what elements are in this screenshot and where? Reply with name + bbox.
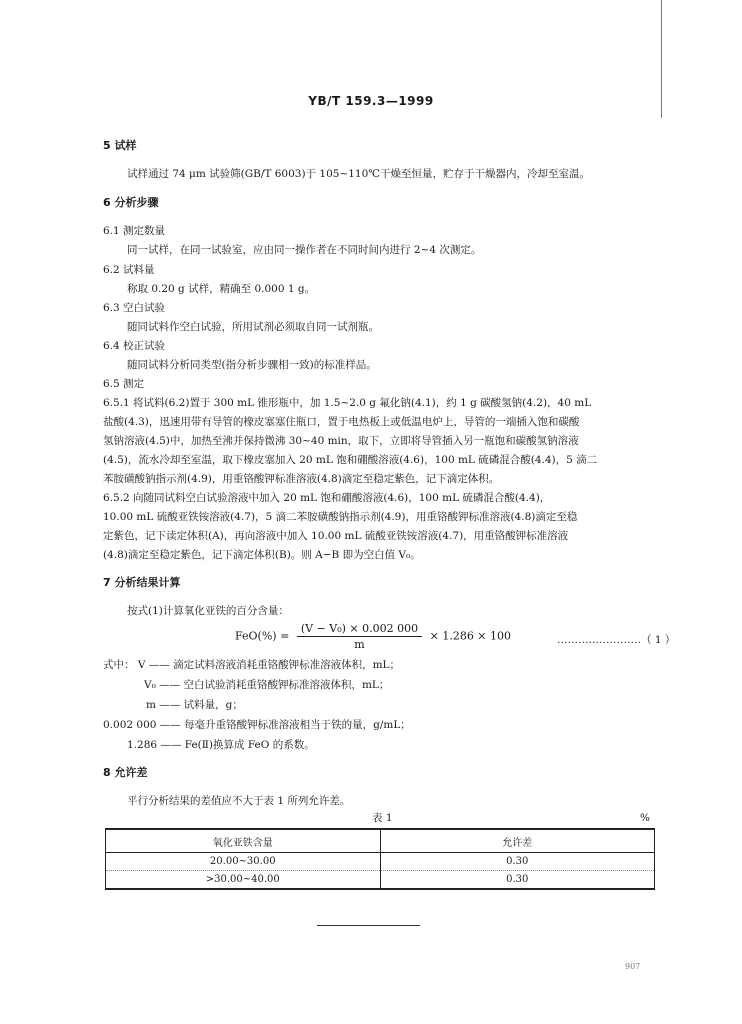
- subsection-heading: 6.5 测定: [103, 378, 145, 390]
- body-line: (4.5)，流水冷却至室温，取下橡皮塞加入 20 mL 饱和硼酸溶液(4.6)，100 mL 硫磷混合酸(4.4)，5 滴二: [103, 454, 598, 466]
- table-caption: 表 1: [372, 812, 393, 824]
- symbol-definition: 1.286 —— Fe(Ⅱ)换算成 FeO 的系数。: [127, 739, 315, 751]
- table-cell: 0.30: [380, 853, 655, 871]
- column-header: 氧化亚铁含量: [106, 829, 381, 853]
- body-line: 定紫色，记下读定体积(A)，再向溶液中加入 10.00 mL 硫酸亚铁铵溶液(4.7)，用重铬酸钾标准溶液: [103, 530, 569, 542]
- formula-lhs: FeO(%) =: [235, 629, 290, 643]
- formula-rhs: × 1.286 × 100: [429, 629, 512, 643]
- body-line: 苯胺磺酸钠指示剂(4.9)，用重铬酸钾标准溶液(4.8)滴定至稳定紫色，记下滴定体积。: [103, 473, 500, 485]
- body-line: 盐酸(4.3)，迅速用带有导管的橡皮塞塞住瓶口，置于电热板上或低温电炉上，导管的一端插入饱和碳酸: [103, 416, 580, 428]
- body-line: 6.5.2 向随同试料空白试验溶液中加入 20 mL 饱和硼酸溶液(4.6)，100 mL 硫磷混合酸(4.4)，: [103, 492, 551, 504]
- body-line: 氢钠溶液(4.5)中，加热至沸并保持微沸 30~40 min，取下，立即将导管插入另一瓶饱和碳酸氢钠溶液: [103, 435, 579, 447]
- section-heading: 5 试样: [103, 139, 137, 152]
- table-cell: 0.30: [380, 871, 655, 890]
- body-line: 按式(1)计算氧化亚铁的百分含量：: [127, 605, 289, 617]
- table-unit: %: [640, 812, 650, 824]
- allowable-difference-table: [105, 828, 655, 890]
- page-header: YB/T 159.3—1999: [308, 94, 434, 108]
- page-number: 907: [625, 962, 641, 971]
- body-line: 6.5.1 将试料(6.2)置于 300 mL 锥形瓶中，加 1.5~2.0 g 氟化钠(4.1)，约 1 g 碳酸氢钠(4.2)，40 mL: [103, 397, 592, 409]
- column-header: 允许差: [380, 829, 655, 853]
- subsection-heading: 6.4 校正试验: [103, 340, 166, 352]
- table-header-row: [106, 829, 655, 853]
- symbol-definition: m —— 试料量，g；: [146, 699, 243, 711]
- formula-denominator: m: [354, 638, 365, 651]
- symbol-definition: 式中： V —— 滴定试料溶液消耗重铬酸钾标准溶液体积，mL；: [103, 659, 401, 671]
- body-line: 称取 0.20 g 试样，精确至 0.000 1 g。: [127, 283, 316, 295]
- table-cell: 20.00~30.00: [106, 853, 381, 871]
- section-heading: 8 允许差: [103, 766, 148, 779]
- table-row: [106, 871, 655, 890]
- body-line: 随同试料作空白试验，所用试剂必须取自同一试剂瓶。: [127, 321, 379, 333]
- table-cell: >30.00~40.00: [106, 871, 381, 890]
- subsection-heading: 6.3 空白试验: [103, 302, 166, 314]
- body-line: 平行分析结果的差值应不大于表 1 所列允许差。: [127, 795, 351, 807]
- end-rule: [317, 925, 420, 926]
- table-row: [106, 853, 655, 871]
- body-line: (4.8)滴定至稳定紫色，记下滴定体积(B)。则 A−B 即为空白值 V₀。: [103, 549, 421, 561]
- equation-number: ……………………（ 1 ）: [557, 634, 676, 646]
- symbol-definition: 0.002 000 —— 每毫升重铬酸钾标准溶液相当于铁的量，g/mL；: [103, 719, 411, 731]
- feo-formula: [235, 622, 511, 651]
- formula-fraction: [297, 622, 422, 651]
- body-line: 试样通过 74 μm 试验筛(GB/T 6003)于 105~110℃干燥至恒量，贮存于干燥器内，冷却至室温。: [127, 168, 591, 180]
- body-line: 随同试料分析同类型(指分析步骤相一致)的标准样品。: [127, 359, 377, 371]
- symbol-definition: V₀ —— 空白试验消耗重铬酸钾标准溶液体积，mL；: [144, 679, 390, 691]
- body-line: 同一试样，在同一试验室，应由同一操作者在不同时间内进行 2~4 次测定。: [127, 244, 482, 256]
- formula-numerator: (V − V₀) × 0.002 000: [297, 622, 422, 637]
- subsection-heading: 6.1 测定数量: [103, 225, 166, 237]
- body-line: 10.00 mL 硫酸亚铁铵溶液(4.7)，5 滴二苯胺磺酸钠指示剂(4.9)，用重铬酸钾标准溶液(4.8)滴定至稳: [103, 511, 578, 523]
- subsection-heading: 6.2 试料量: [103, 264, 155, 276]
- section-heading: 6 分析步骤: [103, 196, 159, 209]
- section-heading: 7 分析结果计算: [103, 576, 181, 589]
